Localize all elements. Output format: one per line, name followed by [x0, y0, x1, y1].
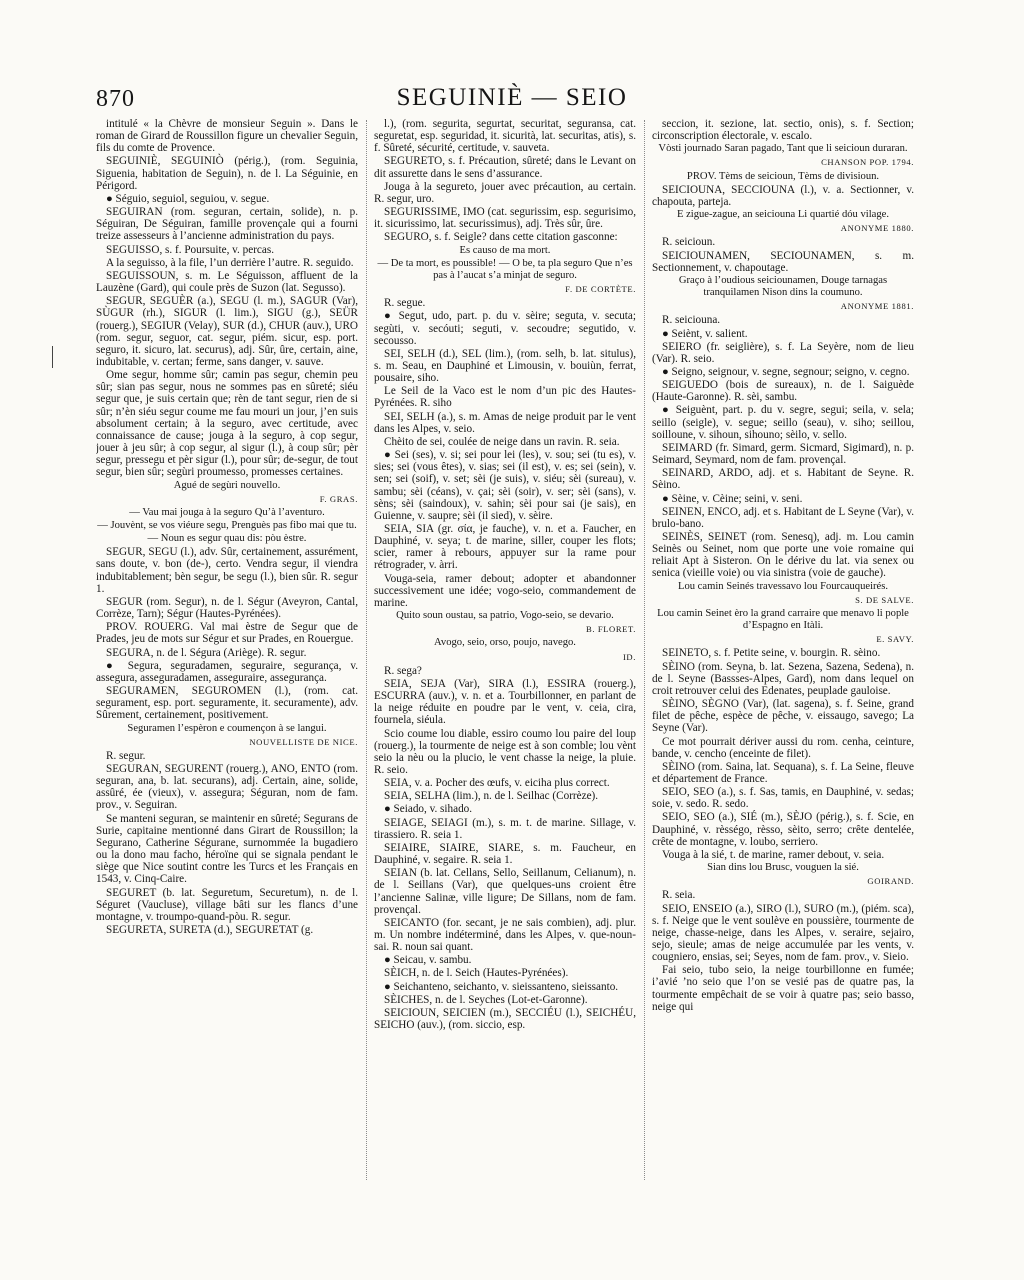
quotation-source: F. GRAS.: [319, 493, 358, 504]
dictionary-entry: R. seiciouna.: [662, 314, 721, 327]
dictionary-entry: SEINÈS, SEINET (rom. Senesq), adj. m. Lou camin Seinès ou Seinet, nom que porte une voie romaine qui reliait Apt à Sisteron. On le dérive du lat. via senex ou senica (vieille voie) ou via sinistra (voie de gauche).: [652, 531, 914, 580]
quotation-source: E. SAVY.: [876, 634, 914, 645]
quotation-source: B. FLORET.: [585, 624, 636, 635]
dictionary-entry: Scio coume lou diable, essiro coumo lou paire del loup (rouerg.), la tourmente de neige est à son comble; lou vènt seio la nèu ou la plucio, le vent chasse la neige, la pluie. R. seio.: [374, 727, 636, 776]
dictionary-entry: SEGURAN, SEGURENT (rouerg.), ANO, ENTO (rom. seguran, ana, b. lat. securans), adj. Certain, aine, solide, assûré, ée (vieux), v. assegura; Séguran, nom de fam. prov., v. Seguiran.: [96, 762, 358, 812]
dictionary-entry: Fai seio, tubo seio, la neige tourbillonne en fumée; i’avié ’no seio que l’on se vesié pas de quatre pas, la tourmente empêchait de se voir à quatre pas; seio basso, neige qui: [652, 964, 914, 1013]
dictionary-entry: SEIA, SELHA (lim.), n. de l. Seilhac (Corrèze).: [384, 790, 599, 803]
quotation: Lou camin Seinet èro la grand carraire que menavo li pople d’Espagno en Itàli.: [657, 607, 909, 632]
quotation-source: ID.: [622, 651, 636, 662]
dictionary-entry: SEICIOUN, SEICIEN (m.), SECCIÉU (l.), SEICHÉU, SEICHO (auv.), (rom. siccio, esp.: [374, 1006, 636, 1032]
dictionary-entry: SEGUISSOUN, s. m. Le Séguisson, affluent de la Lauzène (Gard), qui coule près de Suzon (lat. Segusso).: [96, 269, 358, 295]
dictionary-entry: SEIERO (fr. seiglière), s. f. La Seyère, nom de lieu (Var). R. seio.: [652, 340, 914, 365]
dictionary-entry: ● Seigno, seignour, v. segne, segnour; seigno, v. cegno.: [662, 365, 910, 378]
dictionary-entry: R. seicioun.: [662, 236, 716, 249]
dictionary-entry: SEIA, SIA (gr. σία, je fauche), v. n. et a. Faucher, en Dauphiné, v. seya; t. de marine, siller, couper les flots; scier, ramer à rebours, appuyer sur la rame pour rétrograder, v. àrri.: [374, 523, 636, 572]
dictionary-entry: ● Seicau, v. sambu.: [384, 954, 472, 967]
quotation-source: NOUVELLISTE DE NICE.: [249, 736, 358, 747]
dictionary-entry: Se manteni seguran, se maintenir en sûreté; Segurans de Surie, capitaine mentionné dans Girart de Roussillon; la Segurano, Catherine Ségurane, surnommée la bugadiero ou la dono mau facho, héroïne qui se signala pendant le siège que Nice soutint contre les Turcs et les Français en 1543, v. Cinq-Caire.: [96, 812, 358, 886]
dictionary-entry: SEINETO, s. f. Petite seine, v. bourgin. R. sèino.: [662, 647, 881, 660]
column-1: [96, 118, 358, 1180]
dictionary-entry: SEICIOUNA, SECCIOUNA (l.), v. a. Sectionner, v. chapouta, parteja.: [652, 183, 914, 208]
dictionary-entry: SEGUR (rom. Segur), n. de l. Ségur (Aveyron, Cantal, Corrèze, Tarn); Ségur (Hautes-Pyrénées).: [96, 595, 358, 621]
dictionary-entry: SEINEN, ENCO, adj. et s. Habitant de L Seyne (Var), v. brulo-bano.: [652, 505, 914, 530]
quotation-source: S. DE SALVE.: [855, 594, 914, 605]
dictionary-entry: R. segue.: [384, 297, 426, 310]
quotation: — De ta mort, es poussible! — O be, ta pla seguro Que n’es pas à l’aucat s’a minjat de seguro.: [377, 257, 633, 281]
dictionary-entry: SEICANTO (for. secant, je ne sais combien), adj. plur. m. Un nombre indéterminé, dans les Alpes, v. que-noun-sai. R. noun sai quant.: [374, 916, 636, 954]
dictionary-entry: ● Seiguènt, part. p. du v. segre, segui; seila, v. sela; seillo (seigle), v. segue; seillo (seau), v. siho; seillou, soilloune, v. sihoun, sihouno; sèilo, v. sello.: [652, 404, 914, 441]
margin-mark: [52, 346, 53, 368]
dictionary-entry: SEGURA, n. de l. Ségura (Ariège). R. segur.: [106, 646, 307, 659]
running-head: SEGUINIÈ — SEIO: [396, 84, 628, 111]
dictionary-entry: SEGURET (b. lat. Seguretum, Securetum), n. de l. Séguret (Vaucluse), village bâti sur les flancs d’une montagne, v. troumpo-quand-pòu. R. segur.: [96, 886, 358, 923]
dictionary-entry: ● Seiado, v. sihado.: [384, 803, 473, 816]
dictionary-entry: Le Seil de la Vaco est le nom d’un pic des Hautes-Pyrénées. R. siho: [374, 385, 636, 410]
dictionary-entry: Vouga à la sié, t. de marine, ramer debout, v. seia.: [662, 848, 885, 861]
quotation: Sian dins lou Brusc, vouguen la sié.: [707, 862, 859, 874]
column-divider-1: [366, 120, 367, 1180]
dictionary-entry: SEGURETA, SURETA (d.), SEGURETAT (g.: [106, 924, 314, 936]
dictionary-entry: R. segur.: [106, 749, 146, 762]
dictionary-entry: SEIO, ENSEIO (a.), SIRO (l.), SURO (m.), (piém. sca), s. f. Neige que le vent soulève en poussière, tourmente de neige, chasse-neige, dans les Alpes, v. seraire, sejairo, sejo, sieule; amas de neige accumulée par les vents, v. cougniero, ensias, sei; Seyes, nom de fam. prov., v. Sieio.: [652, 902, 914, 964]
dictionary-entry: SEGUR, SEGU (l.), adv. Sûr, certainement, assurément, sans doute, v. bon (de-), certo. Vendra segur, il viendra indubitablement; bèn segur, be segu (l.), bien sûr. R. segur 1.: [96, 546, 358, 595]
dictionary-entry: SÈINO (rom. Seyna, b. lat. Sezena, Sazena, Sedena), n. de l. Seyne (Bassses-Alpes, Gard), nom dans lequel on croit retrouver celui des Edenates, peuplade gauloise.: [652, 660, 914, 697]
page-number: 870: [96, 86, 135, 112]
dictionary-entry: SEIO, SEO (a.), s. f. Sas, tamis, en Dauphiné, v. sedas; soie, v. sedo. R. sedo.: [652, 786, 914, 811]
quotation-source: GOIRAND.: [867, 876, 914, 887]
dictionary-entry: SEI, SELH (a.), s. m. Amas de neige produit par le vent dans les Alpes, v. seio.: [374, 410, 636, 435]
column-3: [652, 118, 914, 1180]
dictionary-entry: seccion, it. sezione, lat. sectio, onis), s. f. Section; circonscription électorale, v. escalo.: [652, 118, 914, 143]
column-2: [374, 118, 636, 1180]
dictionary-entry: ● Segura, seguradamen, seguraire, segurança, v. assegura, asseguradamen, asseguraire, assegurança.: [96, 659, 358, 684]
quotation: Graço à l’oudious seiciounamen, Douge tarnagas tranquilamen Nison dins la coumuno.: [678, 274, 888, 299]
dictionary-entry: l.), (rom. segurita, segurtat, securitat, seguransa, cat. seguretat, esp. seguridad, it. sicurità, lat. securitas, atis), s. f. Sûreté, sécurité, certitude, v. sauveta.: [374, 118, 636, 155]
dictionary-entry: SEIA, SEJA (Var), SIRA (l.), ESSIRA (rouerg.), ESCURRA (auv.), v. n. et a. Tourbillonner, en parlant de la neige réduite en poudre par le vent, v. ceia, cira, fournela, siéula.: [374, 677, 636, 727]
dictionary-entry: ● Seiènt, v. salient.: [662, 327, 748, 340]
quotation: E zigue-zague, an seiciouna Li quartié dóu vilage.: [676, 209, 890, 221]
quotation: Es causo de ma mort.: [459, 244, 551, 256]
dictionary-entry: ● Sèine, v. Cèine; seini, v. seni.: [662, 492, 803, 505]
quotation-source: ANONYME 1881.: [840, 301, 914, 312]
dictionary-entry: SEICIOUNAMEN, SECIOUNAMEN, s. m. Sectionnement, v. chapoutage.: [652, 249, 914, 274]
dictionary-entry: SÈICH, n. de l. Seich (Hautes-Pyrénées).: [384, 967, 569, 980]
column-divider-2: [644, 120, 645, 1180]
dictionary-entry: SEIAGE, SEIAGI (m.), s. m. t. de marine. Sillage, v. tirassiero. R. seia 1.: [374, 816, 636, 841]
quotation-source: F. DE CORTÈTE.: [565, 284, 636, 295]
dictionary-entry: Vouga-seia, ramer debout; adopter et abandonner successivement une idée; vogo-seio, commandement de marine.: [374, 572, 636, 609]
dictionary-entry: Chèito de sei, coulée de neige dans un ravin. R. seia.: [384, 435, 620, 448]
dictionary-entry: SEINARD, ARDO, adj. et s. Habitant de Seyne. R. Sèino.: [652, 467, 914, 492]
quotation: PROV. Tèms de seicioun, Tèms de divisioun.: [686, 170, 880, 182]
quotation: Vòsti journado Saran pagado, Tant que li seicioun duraran.: [658, 143, 908, 155]
quotation: — Vau mai jouga à la seguro Qu’à l’aventuro.: [129, 506, 325, 518]
dictionary-entry: SEIAIRE, SIAIRE, SIARE, s. m. Faucheur, en Dauphiné, v. segaire. R. seia 1.: [374, 841, 636, 867]
dictionary-entry: SÈINO, SÈGNO (Var), (lat. sagena), s. f. Seine, grand filet de pêche, espèce de pêche, v. eissaugo, savego; La Seyne (Var).: [652, 698, 914, 735]
quotation-source: CHANSON POP. 1794.: [821, 157, 914, 168]
dictionary-entry: SEGUISSO, s. f. Poursuite, v. percas.: [106, 243, 275, 256]
dictionary-entry: ● Segut, udo, part. p. du v. sèire; seguta, v. secuta; segùti, v. secóuti; seguti, v. secoudre; segutido, v. secousso.: [374, 310, 636, 347]
dictionary-entry: R. sega?: [384, 664, 422, 677]
quotation: Lou camin Seinés travessavo lou Fourcauqueirés.: [677, 580, 889, 592]
quotation-source: ANONYME 1880.: [840, 223, 914, 234]
dictionary-entry: SEIA, v. a. Pocher des œufs, v. eiciha plus correct.: [384, 777, 610, 790]
dictionary-entry: SEGURO, s. f. Seigle? dans cette citation gasconne:: [384, 231, 618, 244]
dictionary-entry: SEIAN (b. lat. Cellans, Sello, Seillanum, Celianum), n. de l. Seillans (Var), que quelques-uns croient être l’ancienne Salinæ, ville ligure; De Sillans, nom de fam. provençal.: [374, 867, 636, 916]
dictionary-entry: Ce mot pourrait dériver aussi du rom. cenha, ceinture, bande, v. cencho (enceinte de filet).: [652, 735, 914, 760]
dictionary-entry: SEGUINIÈ, SEGUINIÒ (périg.), (rom. Seguinia, Siguenia, habitation de Seguin), n. de l. La Séguinie, en Périgord.: [96, 155, 358, 192]
dictionary-entry: Jouga à la segureto, jouer avec précaution, au certain. R. segur, uro.: [374, 180, 636, 205]
dictionary-entry: SEGUIRAN (rom. seguran, certain, solide), n. p. Séguiran, De Séguiran, famille provençale qui a fourni treize assesseurs à l’ancienne administration du pays.: [96, 206, 358, 243]
dictionary-entry: PROV. ROUERG. Val mai èstre de Segur que de Prades, jeu de mots sur Ségur et sur Prades, en Rouergue.: [96, 621, 358, 646]
dictionary-entry: SEI, SELH (d.), SEL (lim.), (rom. selh, b. lat. situlus), s. m. Seau, en Dauphiné et Limousin, v. bouiùn, ferrat, pousaire, siho.: [374, 347, 636, 385]
dictionary-entry: SEIMARD (fr. Simard, germ. Sicmard, Sigimard), n. p. Seimard, Seymard, nom de fam. provençal.: [652, 441, 914, 467]
dictionary-entry: R. seia.: [662, 889, 696, 902]
dictionary-entry: Ome segur, homme sûr; camin pas segur, chemin peu sûr; sian pas segur, nous ne sommes pas en sûreté; siéu segur que, je suis certain que; rèn de tant segur, rien de si sûr; n’èn siéu segur coume me fau mouri un jour, j’en suis absolument certain; à la seguro, avec certitude, avec connaissance de cause; jouga à la seguro, à cop segur, jouer à jeu sûr; à cop segur, al sigur (l.), à coup sûr; pèr segur, pressegu et pèr sigur (l.), pour sûr; de-segur, de tout segur, bien sûr; segùri proumesso, promesses certaines.: [96, 369, 358, 479]
quotation: Agué de segùri nouvello.: [173, 479, 281, 491]
quotation: Avogo, seio, orso, poujo, navego.: [434, 637, 576, 649]
dictionary-entry: intitulé « la Chèvre de monsieur Seguin ». Dans le roman de Girard de Roussillon figure un chevalier Seguin, fils du comte de Provence.: [96, 118, 358, 155]
quotation: — Jouvènt, se vos viéure segu, Prenguès pas fibo mai que tu.: [97, 520, 357, 531]
dictionary-entry: SEGURISSIME, IMO (cat. segurissim, esp. segurisimo, it. sicurissimo, lat. securissimus), adj. Très sûr, ûre.: [374, 206, 636, 231]
dictionary-entry: SEGURAMEN, SEGUROMEN (l.), (rom. cat. segurament, esp. port. seguramente, it. securamente), adv. Sûrement, certainement, positivement.: [96, 685, 358, 722]
dictionary-entry: ● Sei (ses), v. si; sei pour lei (les), v. sou; sei (tu es), v. sies; sei (vous êtes), v. sias; sei (il est), v. es; sei (sein), v. sen; sei (soif), v. set; sèi (je suis), v. siéu; sèi (sureau), v. sambu; sèi (céans), v. çai; sèi (soir), v. ser; sèi (sans), v. sèns; sèi (saindoux), v. sahin; sèi pour sai (je sais), en Guienne, v. saupre; sèi (il sied), v. sèire.: [374, 449, 636, 522]
dictionary-entry: ● Seichanteno, seichanto, v. sieissanteno, sieissanto.: [384, 980, 619, 993]
dictionary-entry: SEIGUEDO (bois de sureaux), n. de l. Saiguède (Haute-Garonne). R. sèi, sambu.: [652, 379, 914, 404]
dictionary-entry: ● Séguio, seguiol, seguiou, v. segue.: [106, 192, 270, 205]
quotation: Quito soun oustau, sa patrio, Vogo-seio, se devario.: [396, 610, 614, 622]
dictionary-entry: SEGUR, SEGUÈR (a.), SEGU (l. m.), SAGUR (Var), SÙGUR (rh.), SIGUR (l. lim.), SIGU (g.), SEÜR (rouerg.), SEGIUR (Velay), SUR (d.), CHUR (auv.), URO (rom. segur, seguor, cat. segur, piém. sicur, esp. port. seguro, it. sicuro, lat. securus), adj. Sûr, ûre, certain, aine, indubitable, v. certan; ferme, sans danger, v. sauve.: [96, 295, 358, 368]
dictionary-entry: SÈINO (rom. Saina, lat. Sequana), s. f. La Seine, fleuve et département de France.: [652, 760, 914, 785]
quotation: — Noun es segur quau dis: pòu èstre.: [147, 533, 307, 545]
dictionary-entry: SEGURETO, s. f. Précaution, sûreté; dans le Levant on dit assurette dans le sens d’assurance.: [374, 155, 636, 180]
quotation: Seguramen l’espèron e coumençon à se langui.: [127, 722, 327, 734]
dictionary-entry: SÈICHES, n. de l. Seyches (Lot-et-Garonne).: [384, 993, 588, 1006]
dictionary-entry: SEIO, SEO (a.), SIÉ (m.), SÈJO (périg.), s. f. Scie, en Dauphiné, v. rèsségo, rèsso, sèito, serro; crête dentelée, crête de montagne, v. loubo, serriero.: [652, 811, 914, 848]
dictionary-entry: A la seguisso, à la file, l’un derrière l’autre. R. seguido.: [106, 256, 354, 269]
